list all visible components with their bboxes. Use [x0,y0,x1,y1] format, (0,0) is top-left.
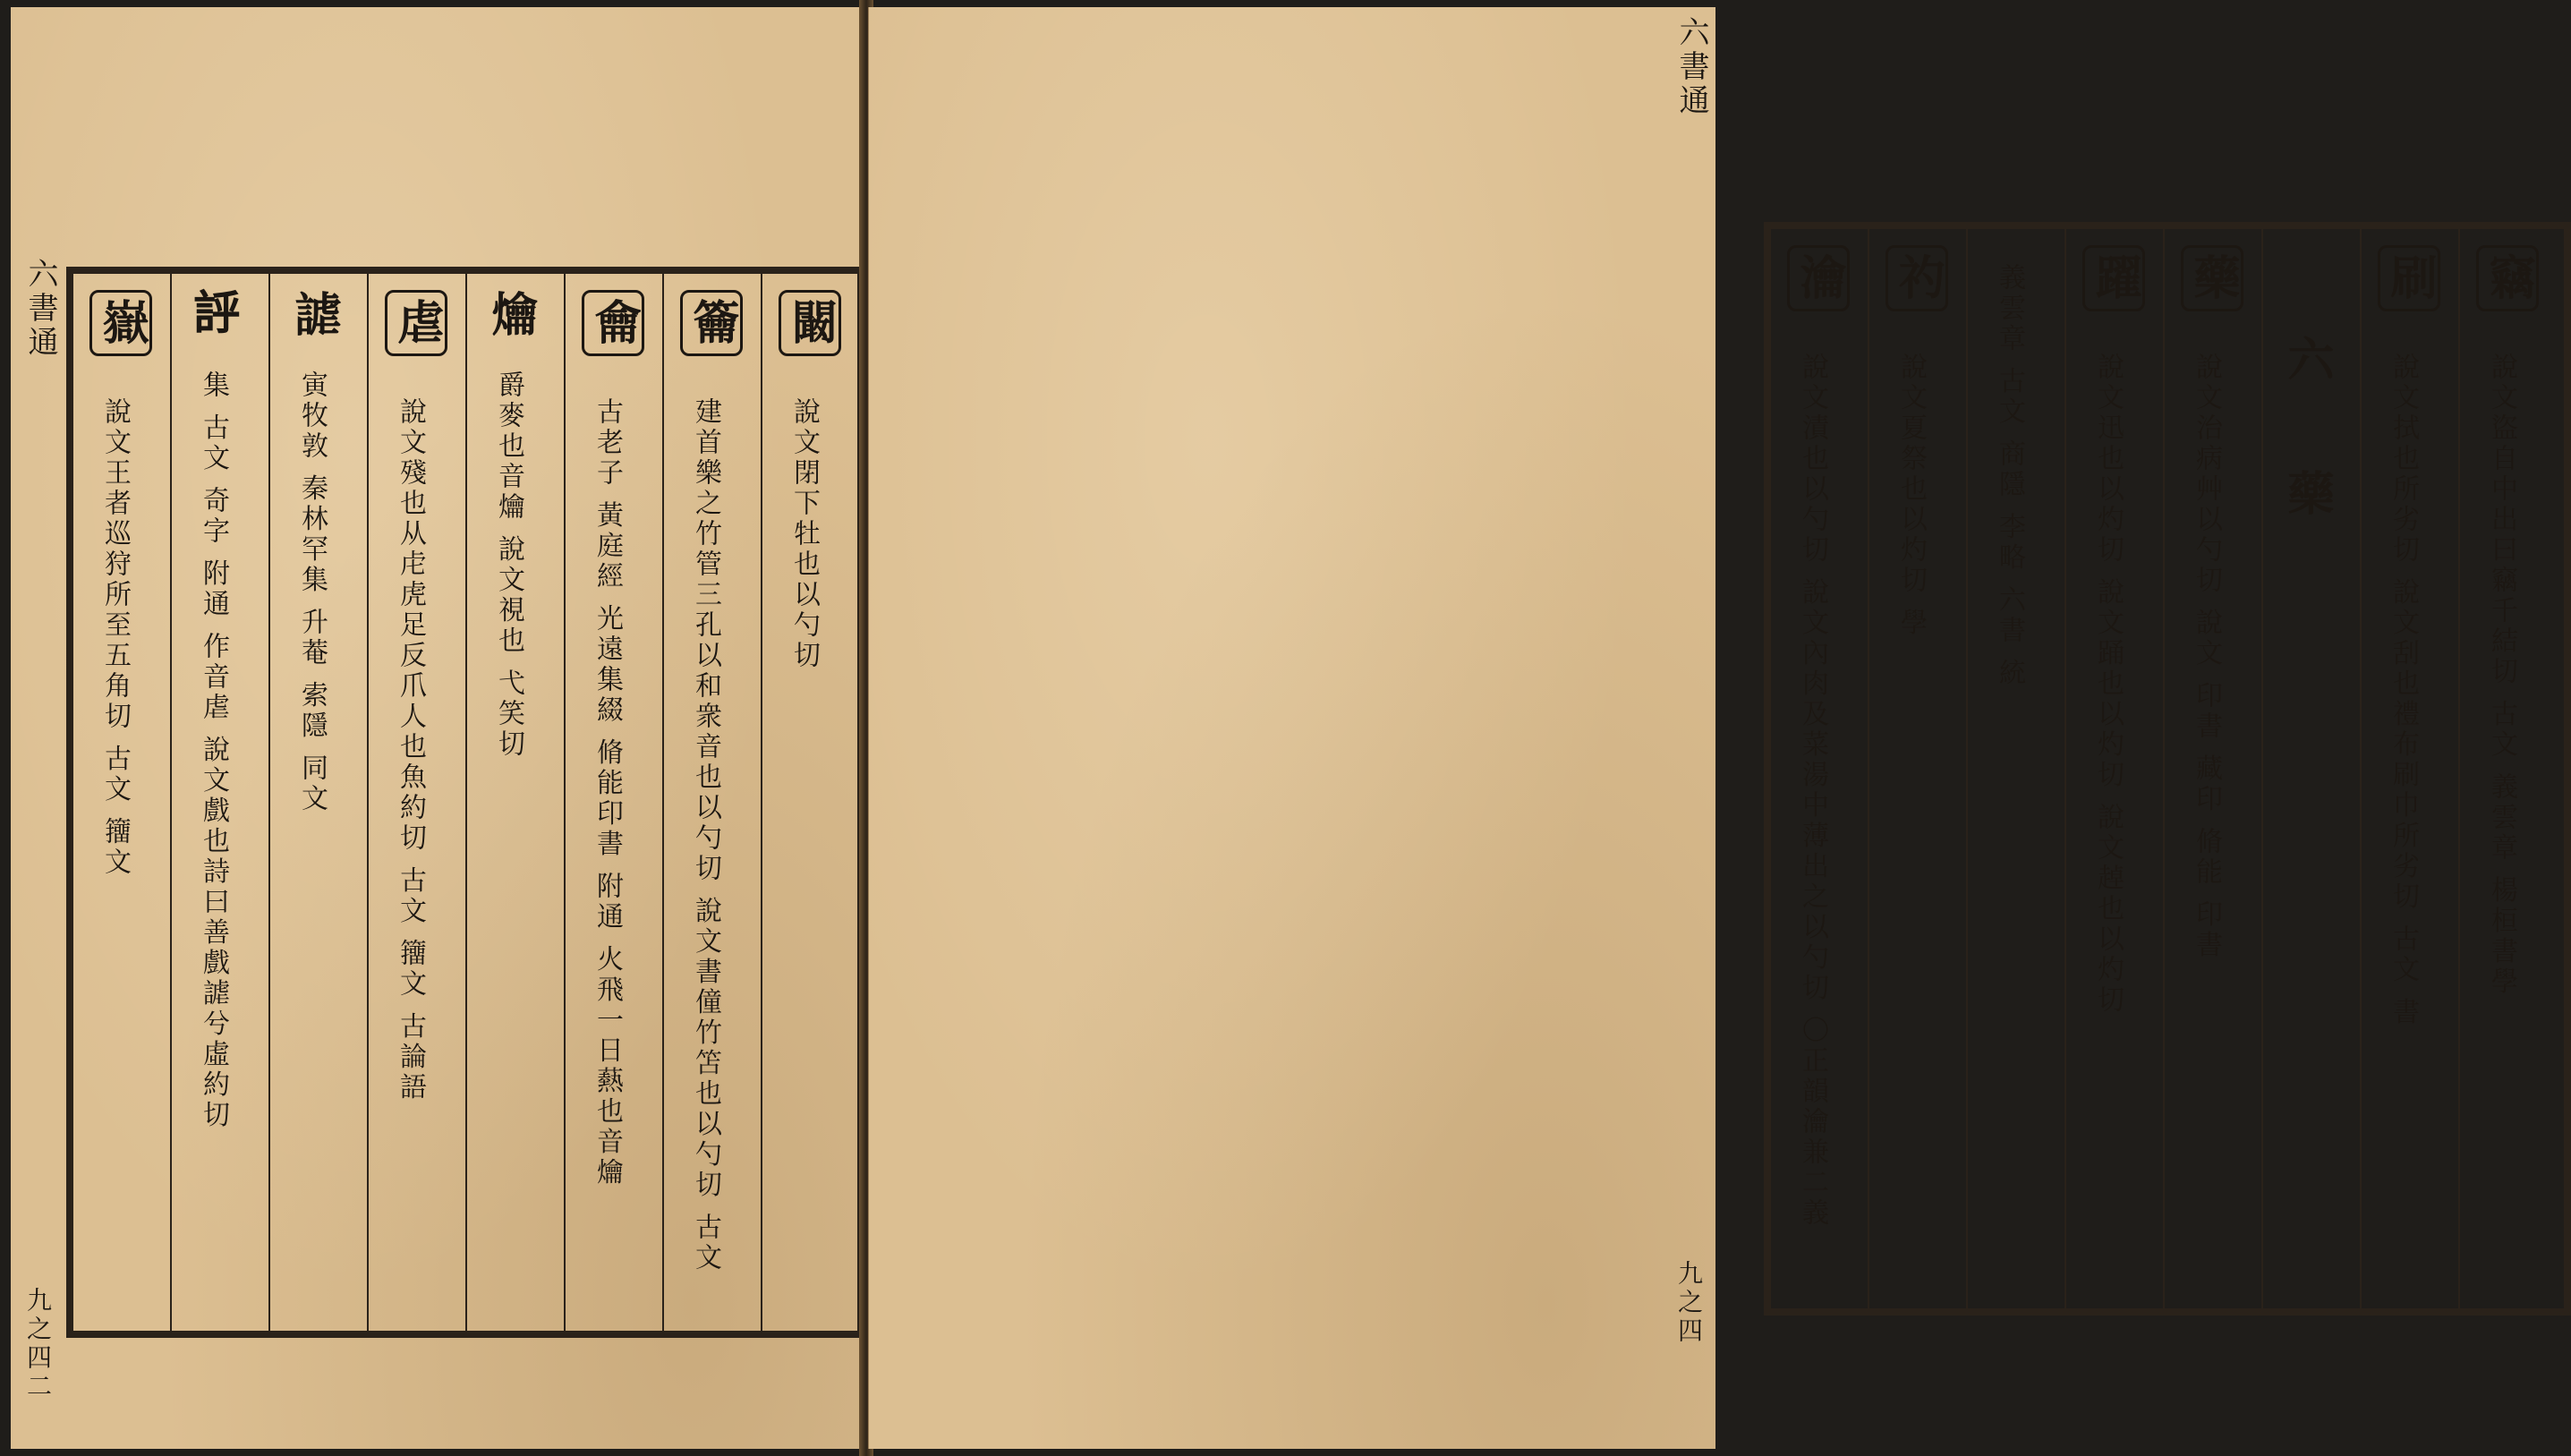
entry-text: 集 古文 奇字 附通 作音虐 說文戲也詩曰善戲謔兮虛約切 [198,370,229,1131]
column-rule [2261,227,2263,1310]
entry-head: 刷 [2378,245,2440,311]
right-text-frame [1764,222,2571,1316]
column-rule [761,272,762,1333]
left-margin-title: 六書通 [22,258,58,360]
column-rule [268,272,270,1333]
entry-head: 虐 [385,290,447,356]
left-page [11,7,864,1449]
entry-head: 藥 [2181,245,2243,311]
entry-head: 𧦝 [188,290,243,340]
entry-head: 躍 [2082,245,2145,311]
section-heading: 六 藥 [2279,335,2334,552]
entry-head: 礿 [1886,245,1948,311]
entry-text: 說文漬也以勺切 說文內肉及菜湯中薄出之以勺切 〇正韻瀹兼二義 [1797,353,1828,1230]
entry-head: 龠 [582,290,644,356]
entry-head: 嶽 [89,290,152,356]
column-rule [170,272,172,1333]
entry-head: 闞 [779,290,841,356]
left-text-frame [66,267,864,1338]
entry-text: 義雲章 古文 商隱 李略 六書 統 [1994,263,2025,689]
entry-text: 說文王者巡狩所至五角切 古文 籒文 [99,397,131,879]
entry-text: 說文治病艸以勺切 說文 印書 藏印 脩能 印書 [2191,353,2222,961]
entry-text: 寅牧敦 秦林罕集 升菴 索隱 同文 [296,370,328,815]
column-rule [1868,227,1869,1310]
entry-head: 瀹 [1787,245,1850,311]
column-rule [662,272,664,1333]
entry-text: 說文盜自中出曰竊千結切 古文 義雲章 楊桓書學 [2486,353,2517,998]
column-rule [2458,227,2460,1310]
entry-head: 籥 [680,290,743,356]
right-folio: 九之四 [1674,1260,1704,1346]
entry-head: 爚 [483,290,538,340]
right-margin-title: 六書通 [1673,16,1709,118]
entry-text: 說文殘也从虍虎足反爪人也魚約切 古文 籒文 古論語 [395,397,426,1103]
entry-text: 說文閉下牡也以勺切 [788,397,820,671]
entry-text: 建首樂之竹管三孔以和衆音也以勺切 說文書僮竹笘也以勺切 古文 [690,397,721,1274]
column-rule [564,272,566,1333]
entry-text: 說文夏祭也以灼切 學 [1895,353,1927,639]
column-rule [2163,227,2165,1310]
entry-text: 爵麥也音爚 說文視也 弋笑切 [493,370,524,761]
column-rule [367,272,369,1333]
entry-head: 竊 [2476,245,2539,311]
right-page [868,7,2535,1449]
entry-text: 古老子 黃庭經 光遠集綴 脩能印書 附通 火飛一日爇也音爚 [592,397,623,1188]
column-rule [2360,227,2362,1310]
left-folio: 九之四二 [23,1287,53,1401]
entry-text: 說文迅也以灼切 說文踊也以灼切 說文趠也以灼切 [2092,353,2124,1017]
column-rule [1966,227,1968,1310]
column-rule [2064,227,2066,1310]
entry-text: 說文拭也所劣切 說文刮也禮布刷巾所劣切 古文 書 [2388,353,2419,1028]
column-rule [465,272,467,1333]
entry-head: 謔 [286,290,341,340]
